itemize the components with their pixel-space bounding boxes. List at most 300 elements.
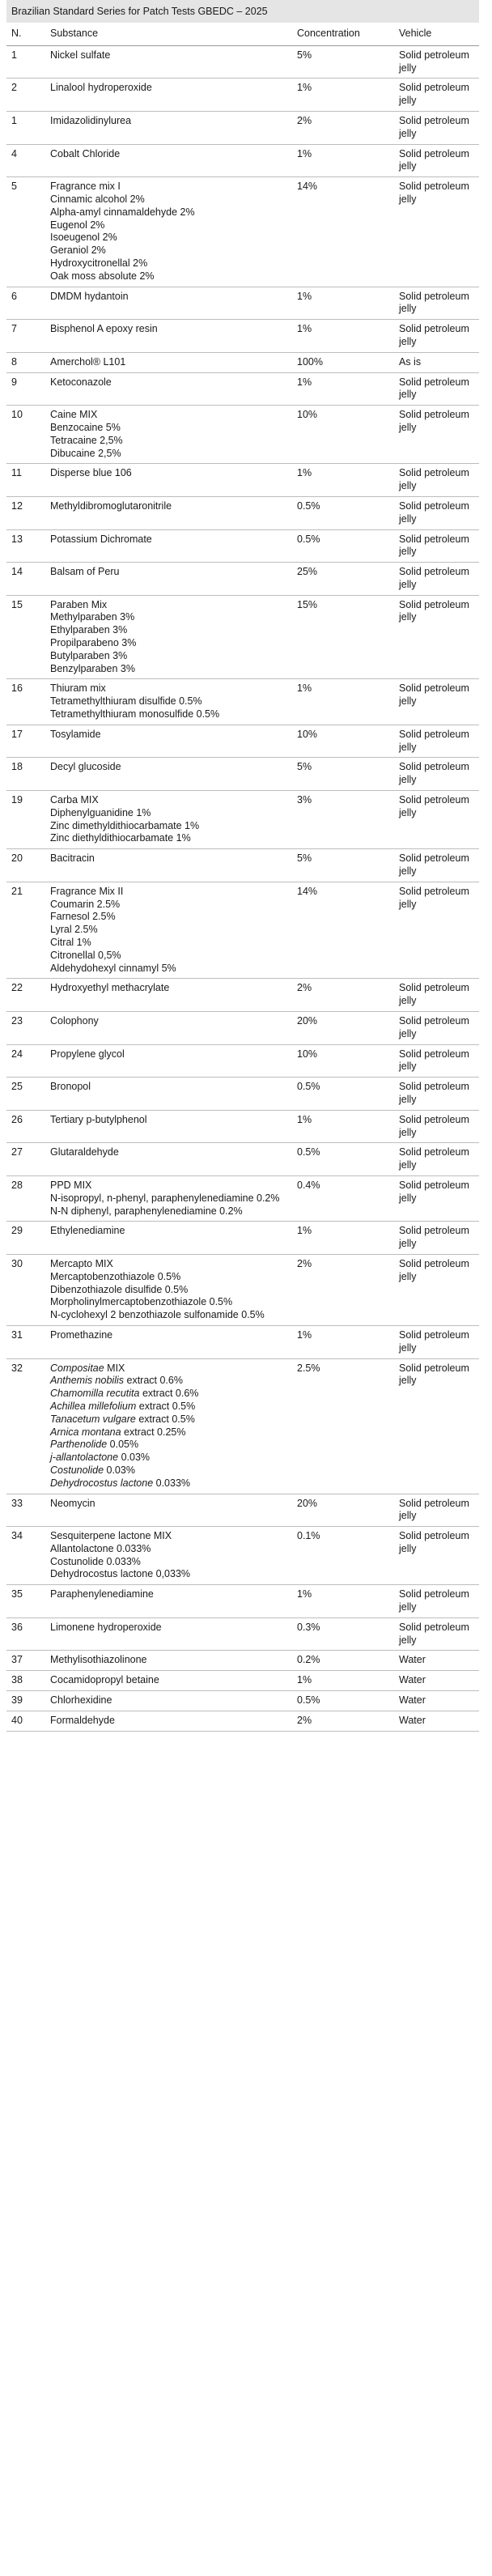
component-line <box>50 1401 287 1413</box>
component-text: Butylparaben 3% <box>50 649 128 661</box>
table-row <box>6 679 479 725</box>
component-line <box>50 1452 287 1464</box>
row-number: 13 <box>6 529 45 563</box>
substance-name: Bacitracin <box>50 852 95 865</box>
component-italic: Tanacetum vulgare <box>50 1413 136 1425</box>
substance-name: Bisphenol A epoxy resin <box>50 323 158 335</box>
row-number: 40 <box>6 1711 45 1731</box>
concentration-cell: 3% <box>292 791 394 849</box>
vehicle-cell: Solid petroleum jelly <box>394 406 479 464</box>
substance-cell <box>45 529 292 563</box>
row-number: 12 <box>6 496 45 529</box>
substance-cell <box>45 464 292 497</box>
row-number: 25 <box>6 1078 45 1111</box>
concentration-cell: 10% <box>292 1044 394 1078</box>
substance-name: Promethazine <box>50 1328 113 1341</box>
substance-cell <box>45 1175 292 1221</box>
vehicle-cell: Water <box>394 1711 479 1731</box>
component-text: Tetramethylthiuram disulfide 0.5% <box>50 695 202 708</box>
concentration-cell: 25% <box>292 563 394 596</box>
substance-name: Cobalt Chloride <box>50 147 121 159</box>
substance-cell <box>45 406 292 464</box>
substance-name: Formaldehyde <box>50 1714 115 1726</box>
table-row <box>6 1691 479 1711</box>
concentration-cell: 1% <box>292 1325 394 1358</box>
substance-cell <box>45 1078 292 1111</box>
table-row <box>6 1110 479 1143</box>
component-line <box>50 899 287 912</box>
concentration-cell: 0.5% <box>292 529 394 563</box>
substance-name: Limonene hydroperoxide <box>50 1621 162 1633</box>
substance-cell <box>45 1711 292 1731</box>
substance-cell <box>45 177 292 287</box>
component-text: Eugenol 2% <box>50 219 105 231</box>
row-number: 1 <box>6 45 45 79</box>
concentration-cell: 1% <box>292 320 394 353</box>
substance-cell <box>45 79 292 112</box>
component-text: Cinnamic alcohol 2% <box>50 193 145 205</box>
component-italic: Dehydrocostus lactone <box>50 1477 154 1489</box>
concentration-cell: 2% <box>292 111 394 144</box>
component-text: Allantolactone 0.033% <box>50 1542 151 1554</box>
concentration-cell: 2% <box>292 1711 394 1731</box>
row-number: 36 <box>6 1617 45 1651</box>
component-line <box>50 637 287 650</box>
substance-cell <box>45 320 292 353</box>
component-italic: Parthenolide <box>50 1439 108 1451</box>
component-text: N-isopropyl, n-phenyl, paraphenylenediamine 0.2% <box>50 1192 280 1204</box>
component-line <box>50 937 287 950</box>
table-row <box>6 595 479 679</box>
component-line <box>50 1296 287 1309</box>
concentration-cell: 1% <box>292 1222 394 1255</box>
substance-name: Fragrance mix I <box>50 181 121 193</box>
table-row <box>6 1175 479 1221</box>
component-line <box>50 219 287 232</box>
component-line <box>50 695 287 708</box>
row-number: 33 <box>6 1494 45 1527</box>
vehicle-cell: Water <box>394 1671 479 1691</box>
substance-cell <box>45 1254 292 1325</box>
component-line <box>50 624 287 637</box>
row-number: 39 <box>6 1691 45 1711</box>
concentration-cell: 5% <box>292 758 394 791</box>
substance-name: Chlorhexidine <box>50 1694 112 1707</box>
row-number: 28 <box>6 1175 45 1221</box>
header-substance: Substance <box>45 23 292 45</box>
component-line <box>50 270 287 283</box>
substance-cell <box>45 1691 292 1711</box>
component-text: Hydroxycitronellal 2% <box>50 257 148 269</box>
table-row <box>6 1143 479 1176</box>
component-line <box>50 1568 287 1581</box>
concentration-cell: 14% <box>292 177 394 287</box>
substance-cell <box>45 1651 292 1671</box>
substance-name: Fragrance Mix II <box>50 885 124 897</box>
concentration-cell: 1% <box>292 1585 394 1618</box>
vehicle-cell: Solid petroleum jelly <box>394 79 479 112</box>
component-text: Benzylparaben 3% <box>50 662 135 674</box>
concentration-cell: 0.5% <box>292 1143 394 1176</box>
substance-cell <box>45 144 292 177</box>
vehicle-cell: Solid petroleum jelly <box>394 1617 479 1651</box>
concentration-cell: 0.2% <box>292 1651 394 1671</box>
component-line <box>50 1556 287 1569</box>
concentration-cell: 1% <box>292 679 394 725</box>
component-line <box>50 911 287 924</box>
vehicle-cell: As is <box>394 352 479 372</box>
table-row <box>6 791 479 849</box>
substance-cell <box>45 1222 292 1255</box>
component-text: Alpha-amyl cinnamaldehyde 2% <box>50 206 195 218</box>
concentration-cell: 5% <box>292 849 394 882</box>
component-text: 0.05% <box>107 1439 139 1451</box>
table-row <box>6 372 479 406</box>
component-line <box>50 1413 287 1426</box>
component-text: Ethylparaben 3% <box>50 624 128 636</box>
table-row <box>6 1494 479 1527</box>
component-text: Citral 1% <box>50 937 91 949</box>
substance-cell <box>45 287 292 320</box>
vehicle-cell: Solid petroleum jelly <box>394 1143 479 1176</box>
substance-name: Ethylenediamine <box>50 1225 125 1237</box>
substance-name: Caine MIX <box>50 409 98 421</box>
vehicle-cell: Solid petroleum jelly <box>394 1325 479 1358</box>
component-line <box>50 232 287 244</box>
concentration-cell: 0.1% <box>292 1527 394 1585</box>
vehicle-cell: Solid petroleum jelly <box>394 758 479 791</box>
concentration-cell: 10% <box>292 406 394 464</box>
row-number: 18 <box>6 758 45 791</box>
component-line <box>50 1284 287 1297</box>
component-text: Diphenylguanidine 1% <box>50 806 151 818</box>
table-row <box>6 1711 479 1731</box>
vehicle-cell: Solid petroleum jelly <box>394 177 479 287</box>
component-line <box>50 244 287 257</box>
component-text: extract 0.6% <box>124 1375 183 1387</box>
substance-name: Mercapto MIX <box>50 1257 113 1269</box>
table-row <box>6 1325 479 1358</box>
component-text: Dibenzothiazole disulfide 0.5% <box>50 1283 189 1295</box>
row-number: 20 <box>6 849 45 882</box>
component-line <box>50 1464 287 1477</box>
vehicle-cell: Solid petroleum jelly <box>394 529 479 563</box>
vehicle-cell: Water <box>394 1651 479 1671</box>
row-number: 5 <box>6 177 45 287</box>
table-row <box>6 406 479 464</box>
component-line <box>50 1388 287 1401</box>
substance-cell <box>45 1044 292 1078</box>
substance-name: Potassium Dichromate <box>50 533 152 545</box>
component-line <box>50 1271 287 1284</box>
row-number: 6 <box>6 287 45 320</box>
substance-name: Propylene glycol <box>50 1048 125 1060</box>
row-number: 10 <box>6 406 45 464</box>
substance-cell <box>45 352 292 372</box>
concentration-cell: 0.4% <box>292 1175 394 1221</box>
concentration-cell: 20% <box>292 1012 394 1045</box>
substance-cell <box>45 882 292 979</box>
component-line <box>50 807 287 820</box>
row-number: 17 <box>6 725 45 758</box>
row-number: 22 <box>6 979 45 1012</box>
substance-name: Methylisothiazolinone <box>50 1654 147 1666</box>
concentration-cell: 1% <box>292 144 394 177</box>
substance-name: PPD MIX <box>50 1179 92 1191</box>
concentration-cell: 1% <box>292 372 394 406</box>
vehicle-cell: Solid petroleum jelly <box>394 1527 479 1585</box>
vehicle-cell: Solid petroleum jelly <box>394 1012 479 1045</box>
component-line <box>50 1477 287 1490</box>
substance-cell <box>45 563 292 596</box>
substance-cell <box>45 1143 292 1176</box>
component-line <box>50 950 287 963</box>
vehicle-cell: Solid petroleum jelly <box>394 1110 479 1143</box>
substance-name: Amerchol® L101 <box>50 355 126 368</box>
substance-name: DMDM hydantoin <box>50 290 129 302</box>
substance-cell <box>45 111 292 144</box>
substance-cell <box>45 1527 292 1585</box>
row-number: 32 <box>6 1358 45 1494</box>
component-italic: Achillea millefolium <box>50 1400 137 1412</box>
vehicle-cell: Solid petroleum jelly <box>394 1358 479 1494</box>
component-line <box>50 206 287 219</box>
component-text: Geraniol 2% <box>50 244 106 257</box>
substance-cell <box>45 758 292 791</box>
component-line <box>50 1192 287 1205</box>
table-row <box>6 1222 479 1255</box>
table-row <box>6 529 479 563</box>
substance-name: Linalool hydroperoxide <box>50 82 152 94</box>
substance-name <box>50 1362 287 1375</box>
substance-name: Sesquiterpene lactone MIX <box>50 1530 172 1542</box>
table-row <box>6 1585 479 1618</box>
substance-cell <box>45 1671 292 1691</box>
component-text: extract 0.5% <box>135 1413 195 1425</box>
table-row <box>6 882 479 979</box>
component-text: 0.03% <box>118 1452 151 1464</box>
concentration-cell: 10% <box>292 725 394 758</box>
substance-name: Paraphenylenediamine <box>50 1588 154 1600</box>
component-line <box>50 448 287 461</box>
substance-cell <box>45 1358 292 1494</box>
vehicle-cell: Solid petroleum jelly <box>394 849 479 882</box>
row-number: 35 <box>6 1585 45 1618</box>
substance-cell <box>45 372 292 406</box>
table-row <box>6 1671 479 1691</box>
component-text: Tetracaine 2,5% <box>50 434 123 446</box>
row-number: 4 <box>6 144 45 177</box>
substance-name: Neomycin <box>50 1497 95 1509</box>
component-line <box>50 1439 287 1452</box>
vehicle-cell: Solid petroleum jelly <box>394 496 479 529</box>
row-number: 7 <box>6 320 45 353</box>
table-header-row <box>6 23 479 45</box>
table-row <box>6 144 479 177</box>
vehicle-cell: Solid petroleum jelly <box>394 111 479 144</box>
table-body <box>6 45 479 1731</box>
header-vehicle: Vehicle <box>394 23 479 45</box>
row-number: 14 <box>6 563 45 596</box>
table-row <box>6 1254 479 1325</box>
table-row <box>6 79 479 112</box>
component-text: 0.033% <box>153 1477 191 1489</box>
component-line <box>50 611 287 624</box>
row-number: 34 <box>6 1527 45 1585</box>
component-line <box>50 708 287 721</box>
table-row <box>6 1617 479 1651</box>
row-number: 16 <box>6 679 45 725</box>
substance-name-italic: Compositae <box>50 1362 104 1374</box>
substance-name: Decyl glucoside <box>50 761 121 773</box>
table-row <box>6 979 479 1012</box>
row-number: 24 <box>6 1044 45 1078</box>
substance-cell <box>45 849 292 882</box>
vehicle-cell: Solid petroleum jelly <box>394 287 479 320</box>
concentration-cell: 2.5% <box>292 1358 394 1494</box>
table-row <box>6 563 479 596</box>
substance-cell <box>45 1617 292 1651</box>
component-line <box>50 1426 287 1439</box>
row-number: 37 <box>6 1651 45 1671</box>
component-italic: Anthemis nobilis <box>50 1375 125 1387</box>
component-text: Aldehydohexyl cinnamyl 5% <box>50 962 176 974</box>
header-number: N. <box>6 23 45 45</box>
component-text: Farnesol 2.5% <box>50 911 116 923</box>
component-text: Tetramethylthiuram monosulfide 0.5% <box>50 708 220 721</box>
table-row <box>6 464 479 497</box>
component-italic: Costunolide <box>50 1464 104 1476</box>
vehicle-cell: Solid petroleum jelly <box>394 882 479 979</box>
table-row <box>6 177 479 287</box>
vehicle-cell: Solid petroleum jelly <box>394 725 479 758</box>
table-row <box>6 849 479 882</box>
component-text: Oak moss absolute 2% <box>50 270 155 282</box>
substance-cell <box>45 496 292 529</box>
vehicle-cell: Water <box>394 1691 479 1711</box>
substance-cell <box>45 979 292 1012</box>
table-row <box>6 111 479 144</box>
concentration-cell: 1% <box>292 1671 394 1691</box>
component-text: N-N diphenyl, paraphenylenediamine 0.2% <box>50 1205 243 1217</box>
vehicle-cell: Solid petroleum jelly <box>394 679 479 725</box>
component-line <box>50 963 287 976</box>
patch-test-table <box>6 23 479 1732</box>
vehicle-cell: Solid petroleum jelly <box>394 563 479 596</box>
vehicle-cell: Solid petroleum jelly <box>394 45 479 79</box>
concentration-cell: 1% <box>292 287 394 320</box>
component-line <box>50 924 287 937</box>
table-row <box>6 1078 479 1111</box>
component-line <box>50 650 287 663</box>
component-text: Lyral 2.5% <box>50 924 98 936</box>
patch-test-table-container <box>6 0 479 1732</box>
substance-cell <box>45 1110 292 1143</box>
vehicle-cell: Solid petroleum jelly <box>394 791 479 849</box>
substance-cell <box>45 1012 292 1045</box>
substance-name: Methyldibromoglutaronitrile <box>50 499 172 512</box>
vehicle-cell: Solid petroleum jelly <box>394 372 479 406</box>
substance-name: Disperse blue 106 <box>50 467 132 479</box>
component-line <box>50 1375 287 1388</box>
component-italic: Chamomilla recutita <box>50 1388 140 1400</box>
substance-name: Bronopol <box>50 1081 91 1093</box>
row-number: 30 <box>6 1254 45 1325</box>
header-concentration: Concentration <box>292 23 394 45</box>
component-line <box>50 820 287 833</box>
concentration-cell: 100% <box>292 352 394 372</box>
row-number: 23 <box>6 1012 45 1045</box>
vehicle-cell: Solid petroleum jelly <box>394 1222 479 1255</box>
component-text: Dibucaine 2,5% <box>50 447 121 459</box>
component-text: Coumarin 2.5% <box>50 898 121 910</box>
substance-name: Balsam of Peru <box>50 566 120 578</box>
component-line <box>50 257 287 270</box>
vehicle-cell: Solid petroleum jelly <box>394 1585 479 1618</box>
vehicle-cell: Solid petroleum jelly <box>394 1494 479 1527</box>
concentration-cell: 14% <box>292 882 394 979</box>
substance-name-suffix: MIX <box>104 1362 125 1374</box>
row-number: 1 <box>6 111 45 144</box>
concentration-cell: 1% <box>292 464 394 497</box>
component-text: Zinc dimethyldithiocarbamate 1% <box>50 819 200 831</box>
concentration-cell: 0.5% <box>292 1691 394 1711</box>
substance-name: Glutaraldehyde <box>50 1146 119 1158</box>
row-number: 8 <box>6 352 45 372</box>
row-number: 19 <box>6 791 45 849</box>
row-number: 31 <box>6 1325 45 1358</box>
table-row <box>6 1012 479 1045</box>
substance-cell <box>45 1585 292 1618</box>
row-number: 27 <box>6 1143 45 1176</box>
substance-name: Tosylamide <box>50 728 101 740</box>
table-row <box>6 496 479 529</box>
table-title: Brazilian Standard Series for Patch Tests GBEDC – 2025 <box>6 0 479 23</box>
component-text: N-cyclohexyl 2 benzothiazole sulfonamide 0.5% <box>50 1309 265 1321</box>
concentration-cell: 2% <box>292 1254 394 1325</box>
vehicle-cell: Solid petroleum jelly <box>394 320 479 353</box>
component-line <box>50 435 287 448</box>
vehicle-cell: Solid petroleum jelly <box>394 1078 479 1111</box>
component-text: Citronellal 0,5% <box>50 949 121 961</box>
component-text: 0.03% <box>104 1464 135 1476</box>
component-text: Mercaptobenzothiazole 0.5% <box>50 1270 181 1282</box>
component-line <box>50 422 287 435</box>
table-row <box>6 725 479 758</box>
concentration-cell: 20% <box>292 1494 394 1527</box>
table-row <box>6 1044 479 1078</box>
vehicle-cell: Solid petroleum jelly <box>394 1175 479 1221</box>
component-text: extract 0.25% <box>121 1426 186 1438</box>
substance-name: Paraben Mix <box>50 598 108 610</box>
substance-name: Nickel sulfate <box>50 49 111 61</box>
component-text: Costunolide 0.033% <box>50 1555 141 1567</box>
substance-name: Thiuram mix <box>50 682 106 695</box>
substance-cell <box>45 725 292 758</box>
component-line <box>50 1309 287 1322</box>
concentration-cell: 1% <box>292 79 394 112</box>
table-row <box>6 287 479 320</box>
component-text: extract 0.5% <box>136 1400 196 1412</box>
component-text: Zinc diethyldithiocarbamate 1% <box>50 832 191 844</box>
table-row <box>6 352 479 372</box>
concentration-cell: 0.5% <box>292 496 394 529</box>
substance-cell <box>45 1325 292 1358</box>
concentration-cell: 5% <box>292 45 394 79</box>
row-number: 15 <box>6 595 45 679</box>
concentration-cell: 2% <box>292 979 394 1012</box>
vehicle-cell: Solid petroleum jelly <box>394 144 479 177</box>
